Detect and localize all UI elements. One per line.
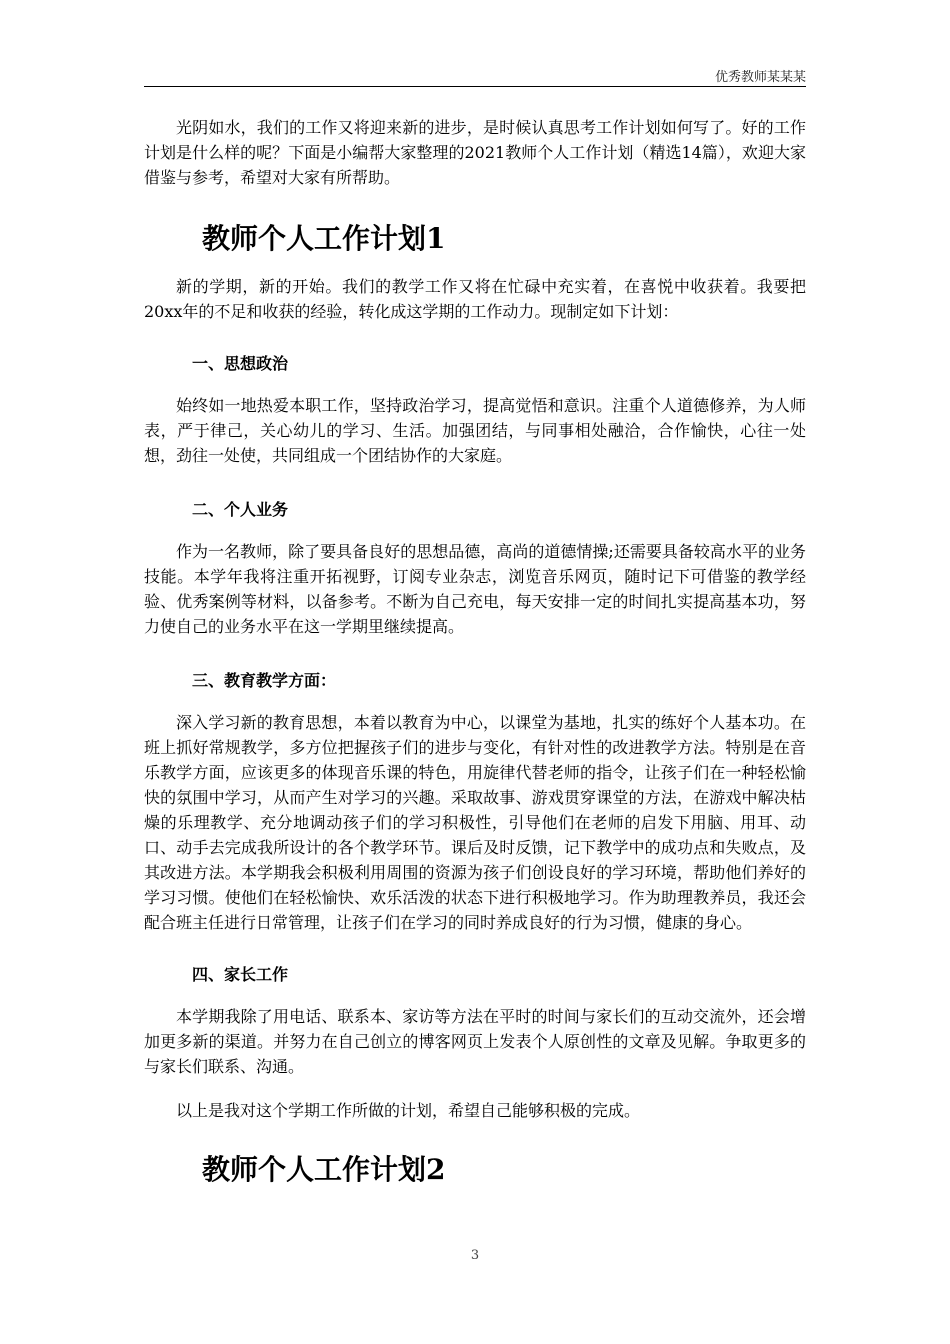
subsection-text-1: 始终如一地热爱本职工作，坚持政治学习，提高觉悟和意识。注重个人道德修养，为人师表，严于律己，关心幼儿的学习、生活。加强团结，与同事相处融洽，合作愉快，心往一处想，劲往一处使，共同组成一个团结协作的大家庭。 <box>144 396 806 465</box>
page-number: 3 <box>470 1248 480 1263</box>
subsection-heading-1: 一、思想政治 <box>192 354 289 373</box>
subsection-heading-2: 二、个人业务 <box>192 500 289 519</box>
section-opening: 新的学期，新的开始。我们的教学工作又将在忙碌中充实着，在喜悦中收获着。我要把20xx年的不足和收获的经验，转化成这学期的工作动力。现制定如下计划： <box>144 277 806 321</box>
section-title-1: 教师个人工作计划1 <box>202 222 446 255</box>
section-closing: 以上是我对这个学期工作所做的计划，希望自己能够积极的完成。 <box>176 1101 641 1120</box>
header-divider <box>144 86 806 87</box>
subsection-heading-4: 四、家长工作 <box>192 965 289 984</box>
subsection-text-3: 深入学习新的教育思想，本着以教育为中心，以课堂为基地，扎实的练好个人基本功。在班上抓好常规教学，多方位把握孩子们的进步与变化，有针对性的改进教学方法。特别是在音乐教学方面，应该更多的体现音乐课的特色，用旋律代替老师的指令，让孩子们在一种轻松愉快的氛围中学习，从而产生对学习的兴趣。采取故事、游戏贯穿课堂的方法，在游戏中解决枯燥的乐理教学、充分地调动孩子们的学习积极性，引导他们在老师的启发下用脑、用耳、动口、动手去完成我所设计的各个教学环节。课后及时反馈，记下教学中的成功点和失败点，及其改进方法。本学期我会积极利用周围的资源为孩子们创设良好的学习环境，帮助他们养好的学习习惯。使他们在轻松愉快、欢乐活泼的状态下进行积极地学习。作为助理教养员，我还会配合班主任进行日常管理，让孩子们在学习的同时养成良好的行为习惯，健康的身心。 <box>144 713 806 932</box>
subsection-heading-3: 三、教育教学方面： <box>192 671 337 690</box>
subsection-text-4: 本学期我除了用电话、联系本、家访等方法在平时的时间与家长们的互动交流外，还会增加更多新的渠道。并努力在自己创立的博客网页上发表个人原创性的文章及见解。争取更多的与家长们联系、沟通。 <box>144 1007 806 1076</box>
intro-paragraph: 光阴如水，我们的工作又将迎来新的进步，是时候认真思考工作计划如何写了。好的工作计划是什么样的呢？下面是小编帮大家整理的2021教师个人工作计划（精选14篇），欢迎大家借鉴与参考，希望对大家有所帮助。 <box>144 118 806 187</box>
header-author: 优秀教师某某某 <box>714 70 806 85</box>
section-title-2: 教师个人工作计划2 <box>202 1153 446 1186</box>
subsection-text-2: 作为一名教师，除了要具备良好的思想品德，高尚的道德情操;还需要具备较高水平的业务技能。本学年我将注重开拓视野，订阅专业杂志，浏览音乐网页，随时记下可借鉴的教学经验、优秀案例等材料，以备参考。不断为自己充电，每天安排一定的时间扎实提高基本功，努力使自己的业务水平在这一学期里继续提高。 <box>144 542 806 636</box>
document-body <box>144 115 806 1188</box>
